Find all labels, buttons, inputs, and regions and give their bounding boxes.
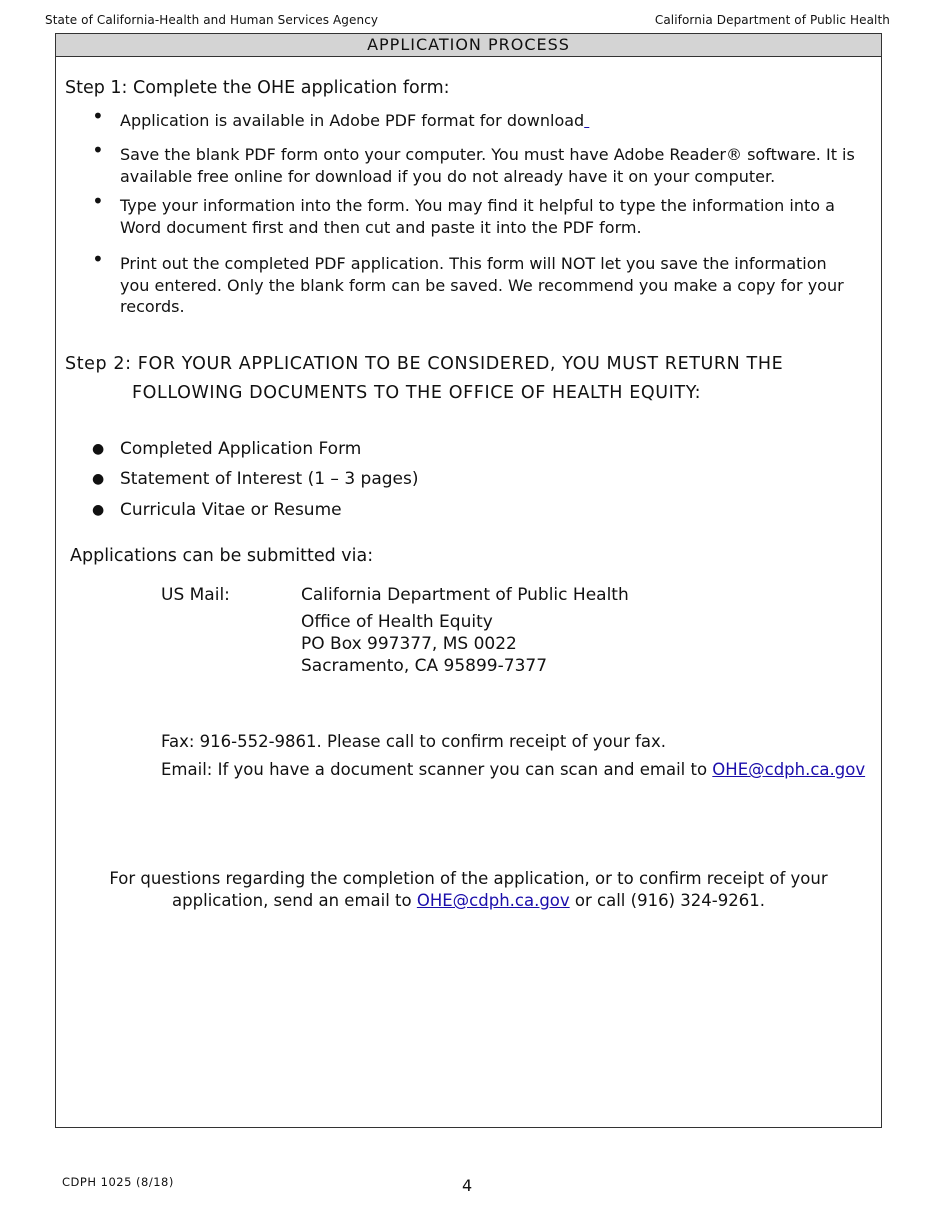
questions-line1: For questions regarding the completion of the application, or to confirm receipt of your (109, 869, 828, 888)
list-item: Statement of Interest (1 – 3 pages) (120, 469, 419, 489)
fax-line: Fax: 916-552-9861. Please call to confirm receipt of your fax. (161, 732, 667, 751)
email-prefix: Email: If you have a document scanner you can scan and email to (161, 760, 713, 779)
list-item: Type your information into the form. You may find it helpful to type the information into a Word document first and then cut and paste it into the PDF form. (120, 196, 835, 237)
bullet-dot: • (92, 138, 104, 162)
questions-note (56, 868, 881, 912)
questions-suffix: or call (916) 324-9261. (569, 891, 765, 910)
list-item: Print out the completed PDF application. This form will NOT let you save the information you entered. Only the blank form can be saved. We recommend you make a copy for your records. (120, 254, 844, 316)
list-item: Application is available in Adobe PDF format for download (120, 110, 860, 132)
header-agency: State of California-Health and Human Services Agency (45, 13, 379, 27)
bullet-dot: ● (92, 441, 105, 457)
step1-heading: Step 1: Complete the OHE application form: (65, 78, 450, 98)
bullet-dot: • (92, 104, 104, 128)
bullet-dot: ● (92, 502, 105, 518)
header-department: California Department of Public Health (654, 13, 890, 27)
bullet-dot: • (92, 189, 104, 213)
email-link[interactable]: OHE@cdph.ca.gov (712, 760, 866, 779)
list-item: Completed Application Form (120, 439, 362, 459)
step2-heading-line1: Step 2: FOR YOUR APPLICATION TO BE CONSIDERED, YOU MUST RETURN THE (65, 354, 784, 374)
bullet-dot: ● (92, 471, 105, 487)
questions-email-link[interactable]: OHE@cdph.ca.gov (416, 891, 570, 910)
step2-heading-line2: FOLLOWING DOCUMENTS TO THE OFFICE OF HEALTH EQUITY: (132, 383, 702, 403)
submission-heading: Applications can be submitted via: (70, 546, 374, 566)
list-item: Save the blank PDF form onto your computer. You must have Adobe Reader® software. It is available free online for download if you do not already have it on your computer. (120, 145, 855, 186)
page-number: 4 (462, 1176, 473, 1195)
us-mail-label: US Mail: (161, 585, 230, 605)
step2-heading (65, 350, 783, 408)
email-line (161, 760, 865, 779)
download-link[interactable] (584, 111, 589, 130)
bullet-dot: • (92, 247, 104, 271)
address-line: Office of Health Equity (301, 612, 493, 632)
address-line: PO Box 997377, MS 0022 (301, 634, 517, 654)
application-process-box (55, 33, 882, 1128)
questions-prefix: application, send an email to (172, 891, 417, 910)
list-item: Curricula Vitae or Resume (120, 500, 342, 520)
address-line: Sacramento, CA 95899-7377 (301, 656, 548, 676)
address-line: California Department of Public Health (301, 585, 629, 605)
form-id: CDPH 1025 (8/18) (62, 1175, 174, 1189)
section-title: APPLICATION PROCESS (56, 34, 881, 57)
questions-line2 (56, 890, 881, 912)
